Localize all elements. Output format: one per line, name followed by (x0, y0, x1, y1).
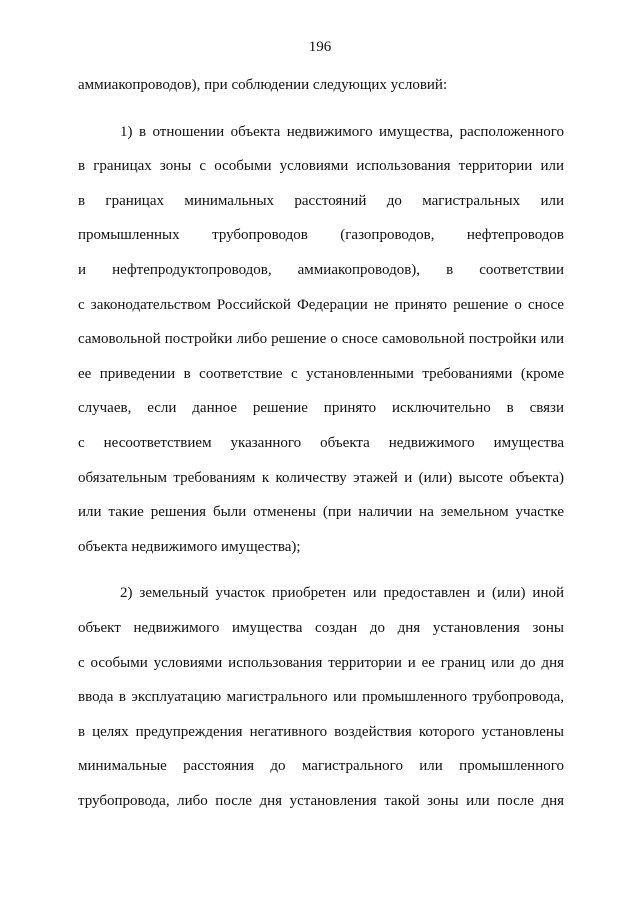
paragraph-line: в границах зоны с особыми условиями использования территории или (78, 158, 564, 175)
paragraph-line: минимальные расстояния до магистрального или промышленного (78, 758, 564, 775)
paragraph-line: ее приведении в соответствие с установленными требованиями (кроме (78, 365, 564, 382)
page-number: 196 (308, 39, 332, 55)
paragraph-line: в целях предупреждения негативного воздействия которого установлены (78, 723, 564, 740)
paragraph-gap (78, 111, 564, 123)
paragraph-line: или такие решения были отменены (при наличии на земельном участке (78, 504, 564, 521)
paragraph-line: объект недвижимого имущества создан до дня установления зоны (78, 619, 564, 636)
paragraph-line: с особыми условиями использования территории и ее границ или до дня (78, 654, 564, 671)
paragraph-line: с законодательством Российской Федерации не принято решение о сносе (78, 296, 564, 313)
paragraph-line: обязательным требованиям к количеству этажей и (или) высоте объекта) (78, 469, 564, 486)
paragraph-line: промышленных трубопроводов (газопроводов, нефтепроводов (78, 227, 564, 244)
paragraph-line: 2) земельный участок приобретен или предоставлен и (или) иной (120, 585, 564, 602)
paragraph-line: аммиакопроводов), при соблюдении следующих условий: (78, 77, 448, 93)
document-body (78, 76, 564, 826)
paragraph-line: в границах минимальных расстояний до магистральных или (78, 192, 564, 209)
paragraph-line: самовольной постройки либо решение о сносе самовольной постройки или (78, 331, 564, 348)
paragraph-line: объекта недвижимого имущества); (78, 538, 301, 555)
paragraph-line: ввода в эксплуатацию магистрального или промышленного трубопровода, (78, 689, 564, 706)
paragraph-line: с несоответствием указанного объекта недвижимого имущества (78, 434, 564, 451)
paragraph-line: и нефтепродуктопроводов, аммиакопроводов), в соответствии (78, 261, 564, 278)
paragraph-line: трубопровода, либо после дня установления такой зоны или после дня (78, 792, 564, 809)
paragraph-line: случаев, если данное решение принято исключительно в связи (78, 400, 564, 417)
paragraph-line: 1) в отношении объекта недвижимого имущества, расположенного (120, 123, 564, 140)
paragraph-gap (78, 572, 564, 584)
